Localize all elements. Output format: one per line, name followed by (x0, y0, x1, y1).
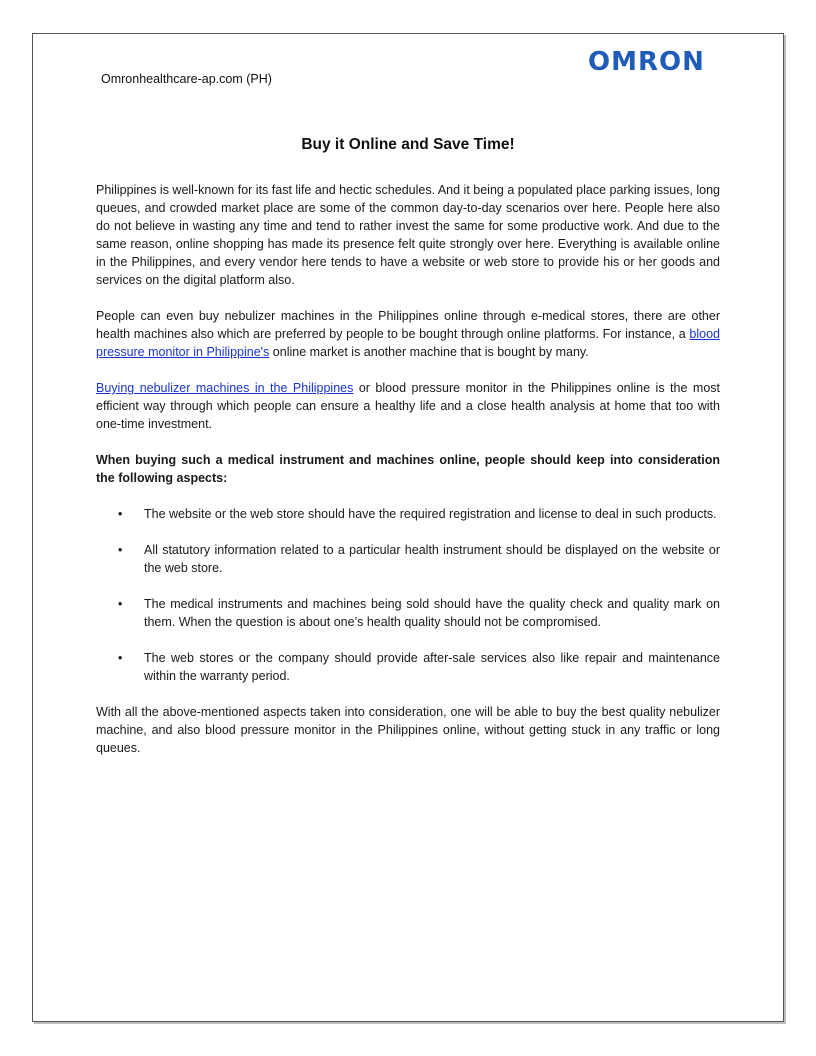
bullet-icon: • (118, 543, 123, 557)
paragraph-text: or blood pressure monitor in the Philippines online is the most efficient way through which people can ensure a healthy life and a close health analysis at home that too with one-time investment. (96, 381, 720, 431)
list-item-text: The medical instruments and machines being sold should have the quality check and quality mark on them. When the question is about one’s health quality should not be compromised. (144, 597, 720, 629)
aspects-heading: When buying such a medical instrument and machines online, people should keep into consideration the following aspects: (96, 453, 720, 485)
list-item-text: The web stores or the company should provide after-sale services also like repair and maintenance within the warranty period. (144, 651, 720, 683)
bullet-icon: • (118, 651, 123, 665)
paragraph-text: People can even buy nebulizer machines in the Philippines online through e-medical stores, there are other health machines also which are preferred by people to be bought through online platforms. For instance, a (96, 309, 720, 341)
list-item (96, 649, 720, 685)
paragraph-buying (96, 379, 720, 433)
paragraph-intro: Philippines is well-known for its fast life and hectic schedules. And it being a populated place parking issues, long queues, and crowded market place are some of the common day-to-day scenarios over here. People here also do not believe in wasting any time and tend to rather invest the same for some productive work. And due to the same reason, online shopping has made its presence felt quite strongly over here. Everything is available online in the Philippines, and every vendor here tends to have a website or web store to provide his or her goods and services on the digital platform also. (96, 183, 720, 287)
paragraph-text: online market is another machine that is bought by many. (269, 345, 589, 359)
document-body (96, 181, 720, 775)
buying-nebulizer-link[interactable]: Buying nebulizer machines in the Philippines (96, 381, 354, 395)
page-title: Buy it Online and Save Time! (301, 136, 515, 153)
list-item-text: All statutory information related to a particular health instrument should be displayed on the website or the web store. (144, 543, 720, 575)
omron-logo: OMRON (588, 47, 705, 77)
bullet-icon: • (118, 597, 123, 611)
blood-pressure-monitor-link[interactable]: blood pressure monitor in Philippine's (96, 327, 720, 359)
bullet-icon: • (118, 507, 123, 521)
list-item-text: The website or the web store should have the required registration and license to deal in such products. (144, 507, 717, 521)
logo-tagline: · · · · · (612, 80, 653, 86)
paragraph-nebulizer (96, 307, 720, 361)
site-name: Omronhealthcare-ap.com (PH) (101, 72, 272, 86)
list-item (96, 505, 720, 523)
list-item (96, 541, 720, 577)
list-item (96, 595, 720, 631)
paragraph-conclusion: With all the above-mentioned aspects taken into consideration, one will be able to buy the best quality nebulizer machine, and also blood pressure monitor in the Philippines online, without getting stuck in any traffic or long queues. (96, 705, 720, 755)
aspects-list (96, 505, 720, 685)
